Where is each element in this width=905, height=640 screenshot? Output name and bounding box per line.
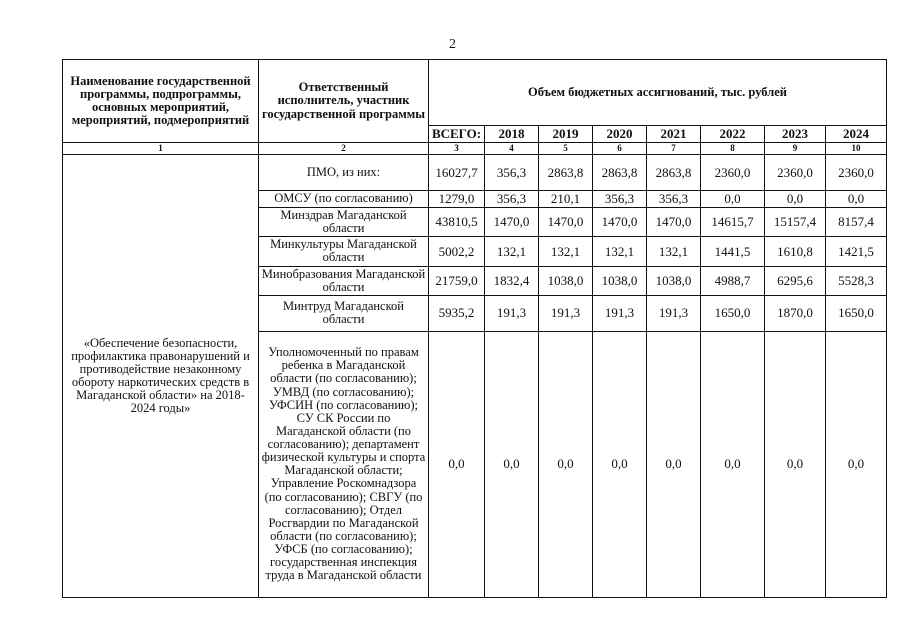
year-value-cell: 1470,0	[539, 208, 593, 237]
year-value-cell: 2863,8	[647, 155, 701, 191]
year-value-cell: 191,3	[539, 295, 593, 331]
year-value-cell: 0,0	[539, 331, 593, 597]
total-cell: 16027,7	[429, 155, 485, 191]
executor-cell: ПМО, из них:	[259, 155, 429, 191]
year-value-cell: 191,3	[485, 295, 539, 331]
year-value-cell: 132,1	[593, 237, 647, 266]
year-value-cell: 0,0	[593, 331, 647, 597]
year-value-cell: 4988,7	[701, 266, 765, 295]
header-year: 2018	[485, 126, 539, 143]
column-number: 2	[259, 143, 429, 155]
column-number: 8	[701, 143, 765, 155]
year-value-cell: 15157,4	[765, 208, 826, 237]
year-value-cell: 1038,0	[647, 266, 701, 295]
year-value-cell: 0,0	[647, 331, 701, 597]
header-budget-volume: Объем бюджетных ассигнований, тыс. рублей	[429, 60, 887, 126]
year-value-cell: 0,0	[765, 331, 826, 597]
executor-cell: Минобразования Магаданской области	[259, 266, 429, 295]
year-value-cell: 132,1	[485, 237, 539, 266]
executor-cell: ОМСУ (по согласованию)	[259, 191, 429, 208]
header-year: 2023	[765, 126, 826, 143]
year-value-cell: 1650,0	[826, 295, 887, 331]
year-value-cell: 2863,8	[539, 155, 593, 191]
year-value-cell: 1870,0	[765, 295, 826, 331]
year-value-cell: 5528,3	[826, 266, 887, 295]
header-year: 2022	[701, 126, 765, 143]
year-value-cell: 8157,4	[826, 208, 887, 237]
column-number: 9	[765, 143, 826, 155]
header-year: 2020	[593, 126, 647, 143]
year-value-cell: 356,3	[485, 191, 539, 208]
header-executor: Ответственный исполнитель, участник государственной программы	[259, 60, 429, 143]
executor-cell: Минздрав Магаданской области	[259, 208, 429, 237]
year-value-cell: 2360,0	[701, 155, 765, 191]
year-value-cell: 1470,0	[485, 208, 539, 237]
year-value-cell: 0,0	[826, 331, 887, 597]
year-value-cell: 191,3	[593, 295, 647, 331]
column-number: 10	[826, 143, 887, 155]
year-value-cell: 0,0	[485, 331, 539, 597]
column-number: 7	[647, 143, 701, 155]
budget-table	[62, 59, 887, 598]
total-cell: 43810,5	[429, 208, 485, 237]
total-cell: 1279,0	[429, 191, 485, 208]
column-number: 5	[539, 143, 593, 155]
year-value-cell: 0,0	[826, 191, 887, 208]
executor-cell: Минтруд Магаданской области	[259, 295, 429, 331]
executor-cell: Уполномоченный по правам ребенка в Магаданской области (по согласованию); УМВД (по согласованию); УФСИН (по согласованию); СУ СК России по Магаданской области (по согласованию); департамент физической культуры и спорта Магаданской области; Управление Роскомнадзора (по согласованию); СВГУ (по согласованию); Отдел Росгвардии по Магаданской области (по согласованию); УФСБ (по согласованию); государственная инспекция труда в Магаданской области	[259, 331, 429, 597]
year-value-cell: 210,1	[539, 191, 593, 208]
total-cell: 21759,0	[429, 266, 485, 295]
year-value-cell: 14615,7	[701, 208, 765, 237]
year-value-cell: 6295,6	[765, 266, 826, 295]
header-program-name: Наименование государственной программы, подпрограммы, основных мероприятий, мероприятий, подмероприятий	[63, 60, 259, 143]
executor-cell: Минкультуры Магаданской области	[259, 237, 429, 266]
year-value-cell: 1038,0	[539, 266, 593, 295]
year-value-cell: 1832,4	[485, 266, 539, 295]
header-year: 2021	[647, 126, 701, 143]
year-value-cell: 356,3	[593, 191, 647, 208]
year-value-cell: 1610,8	[765, 237, 826, 266]
table-row	[63, 155, 887, 191]
year-value-cell: 1470,0	[593, 208, 647, 237]
page-number: 2	[449, 37, 456, 52]
header-year: 2019	[539, 126, 593, 143]
year-value-cell: 132,1	[647, 237, 701, 266]
total-cell: 0,0	[429, 331, 485, 597]
program-name-cell: «Обеспечение безопасности, профилактика правонарушений и противодействие незаконному обороту наркотических средств в Магаданской области» на 2018-2024 годы»	[63, 155, 259, 598]
year-value-cell: 0,0	[701, 331, 765, 597]
header-year: 2024	[826, 126, 887, 143]
column-number: 3	[429, 143, 485, 155]
header-total: ВСЕГО:	[429, 126, 485, 143]
year-value-cell: 191,3	[647, 295, 701, 331]
year-value-cell: 1038,0	[593, 266, 647, 295]
year-value-cell: 2360,0	[765, 155, 826, 191]
year-value-cell: 1650,0	[701, 295, 765, 331]
year-value-cell: 0,0	[765, 191, 826, 208]
column-number: 1	[63, 143, 259, 155]
year-value-cell: 2360,0	[826, 155, 887, 191]
column-number: 6	[593, 143, 647, 155]
column-number: 4	[485, 143, 539, 155]
total-cell: 5002,2	[429, 237, 485, 266]
year-value-cell: 132,1	[539, 237, 593, 266]
year-value-cell: 1441,5	[701, 237, 765, 266]
year-value-cell: 2863,8	[593, 155, 647, 191]
year-value-cell: 1421,5	[826, 237, 887, 266]
year-value-cell: 356,3	[485, 155, 539, 191]
year-value-cell: 1470,0	[647, 208, 701, 237]
year-value-cell: 0,0	[701, 191, 765, 208]
total-cell: 5935,2	[429, 295, 485, 331]
year-value-cell: 356,3	[647, 191, 701, 208]
